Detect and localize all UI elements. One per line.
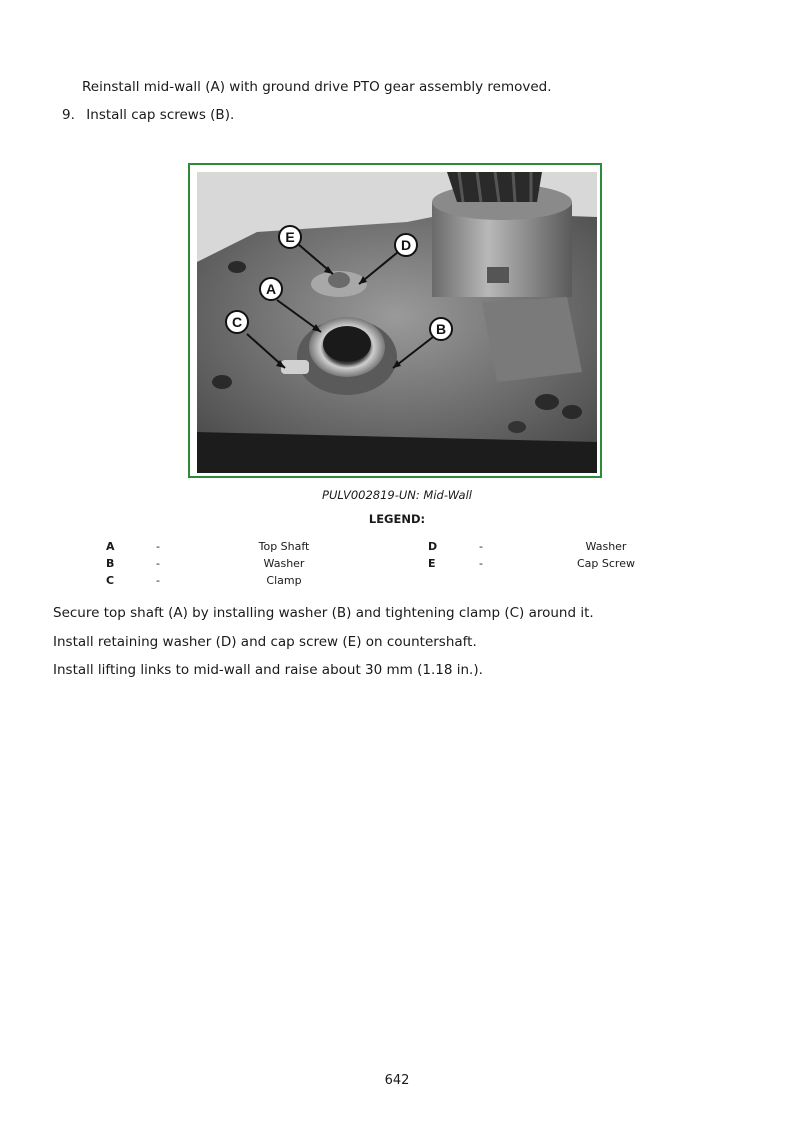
callout-d-label: D (400, 237, 412, 253)
top-shaft-center (323, 326, 371, 362)
bolt-hole (228, 261, 246, 273)
legend-letter-b: B (106, 557, 115, 570)
housing-boss (482, 297, 582, 382)
legend-letter-d: D (428, 540, 438, 553)
legend-separator: - (479, 540, 483, 553)
callout-b (430, 318, 452, 340)
callout-e-label: E (285, 229, 295, 245)
paragraph-install-retaining-washer: Install retaining washer (D) and cap screw (E) on countershaft. (53, 634, 477, 650)
cap-screw (487, 267, 509, 283)
legend-separator: - (156, 574, 160, 587)
page-number: 642 (384, 1073, 410, 1088)
step-text: Install cap screws (B). (86, 107, 235, 123)
callout-b-label: B (435, 321, 447, 337)
step-number: 9. (62, 107, 75, 123)
legend-label-b: Washer (263, 557, 305, 570)
intro-text: Reinstall mid-wall (A) with ground drive PTO gear assembly removed. (82, 79, 552, 95)
legend-letter-e: E (428, 557, 436, 570)
callout-a (260, 278, 282, 300)
paragraph-install-lifting-links: Install lifting links to mid-wall and raise about 30 mm (1.18 in.). (53, 662, 483, 678)
callout-e (279, 226, 301, 248)
bolt-hole (535, 394, 559, 410)
callout-d (395, 234, 417, 256)
bolt-hole (508, 421, 526, 433)
legend-separator: - (479, 557, 483, 570)
callout-c (226, 311, 248, 333)
bolt-hole (562, 405, 582, 419)
legend-separator: - (156, 557, 160, 570)
mid-wall-photo (197, 172, 597, 473)
legend-label-a: Top Shaft (258, 540, 310, 553)
legend-title: LEGEND: (368, 512, 426, 526)
legend-letter-a: A (106, 540, 115, 553)
legend-letter-c: C (106, 574, 115, 587)
bolt-hole (212, 375, 232, 389)
legend-label-e: Cap Screw (577, 557, 635, 570)
legend-label-d: Washer (585, 540, 627, 553)
figure-frame (188, 163, 602, 478)
countershaft-cap-screw (328, 272, 350, 288)
callout-a-label: A (265, 281, 277, 297)
legend-separator: - (156, 540, 160, 553)
legend-label-c: Clamp (266, 574, 302, 587)
figure-caption: PULV002819-UN: Mid-Wall (322, 488, 472, 502)
paragraph-secure-top-shaft: Secure top shaft (A) by installing washer (B) and tightening clamp (C) around it. (53, 605, 594, 621)
step-9 (62, 107, 234, 123)
callout-c-label: C (231, 314, 243, 330)
